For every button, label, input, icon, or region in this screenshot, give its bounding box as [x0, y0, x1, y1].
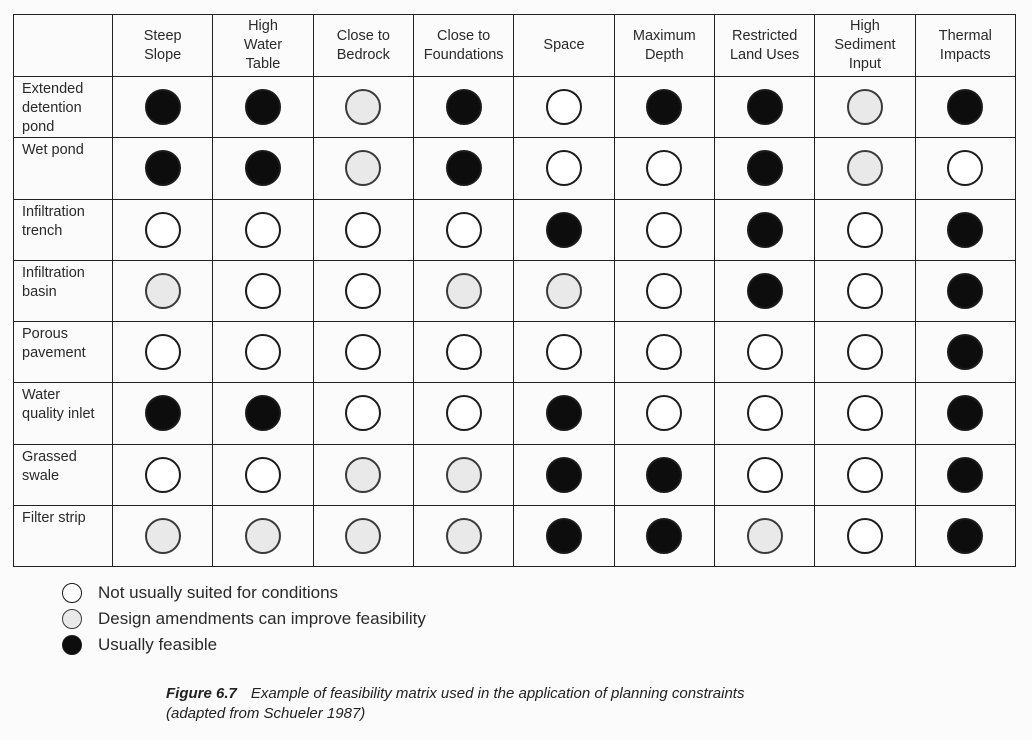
empty-circle-icon: [145, 334, 181, 370]
matrix-cell: [113, 260, 213, 321]
row-header: Infiltration trench: [14, 199, 113, 260]
empty-circle-icon: [646, 395, 682, 431]
matrix-cell: [113, 322, 213, 383]
matrix-cell: [213, 444, 313, 505]
empty-circle-icon: [847, 212, 883, 248]
filled-circle-icon: [546, 457, 582, 493]
filled-circle-icon: [747, 150, 783, 186]
filled-circle-icon: [546, 395, 582, 431]
column-header: High Water Table: [213, 15, 313, 77]
matrix-cell: [413, 77, 513, 138]
matrix-cell: [915, 444, 1015, 505]
shaded-circle-icon: [345, 89, 381, 125]
matrix-cell: [514, 199, 614, 260]
table-row: [14, 505, 1016, 566]
matrix-cell: [915, 199, 1015, 260]
row-header: Porous pavement: [14, 322, 113, 383]
matrix-cell: [413, 138, 513, 199]
empty-circle-icon: [145, 212, 181, 248]
column-header: Steep Slope: [113, 15, 213, 77]
matrix-cell: [313, 322, 413, 383]
empty-circle-icon: [145, 457, 181, 493]
matrix-cell: [815, 77, 915, 138]
legend-item-not: [62, 580, 426, 606]
column-header: Close to Foundations: [413, 15, 513, 77]
filled-circle-icon: [646, 518, 682, 554]
matrix-cell: [313, 199, 413, 260]
matrix-cell: [413, 322, 513, 383]
row-header: Grassed swale: [14, 444, 113, 505]
matrix-cell: [815, 199, 915, 260]
matrix-cell: [815, 138, 915, 199]
legend-label: Usually feasible: [98, 635, 218, 654]
matrix-cell: [213, 505, 313, 566]
empty-circle-icon: [747, 457, 783, 493]
row-header: Wet pond: [14, 138, 113, 199]
matrix-cell: [714, 260, 814, 321]
column-header: Restricted Land Uses: [714, 15, 814, 77]
filled-circle-icon: [145, 150, 181, 186]
legend-label: Not usually suited for conditions: [98, 583, 339, 602]
empty-circle-icon: [546, 334, 582, 370]
matrix-cell: [915, 383, 1015, 444]
caption-line-1: [166, 684, 744, 704]
matrix-cell: [313, 77, 413, 138]
filled-circle-icon: [947, 212, 983, 248]
empty-circle-icon: [747, 334, 783, 370]
matrix-cell: [213, 260, 313, 321]
matrix-cell: [614, 199, 714, 260]
legend-item-feasible: [62, 632, 426, 658]
matrix-cell: [313, 260, 413, 321]
matrix-cell: [614, 383, 714, 444]
filled-circle-icon: [446, 89, 482, 125]
filled-circle-icon: [747, 212, 783, 248]
filled-circle-icon: [546, 212, 582, 248]
matrix-cell: [514, 77, 614, 138]
empty-circle-icon: [847, 395, 883, 431]
caption-text: Example of feasibility matrix used in the application of planning constraints: [250, 685, 745, 702]
table-row: [14, 77, 1016, 138]
shaded-circle-icon: [345, 518, 381, 554]
empty-circle-icon: [345, 395, 381, 431]
filled-circle-icon: [947, 457, 983, 493]
filled-circle-icon: [947, 518, 983, 554]
table-row: [14, 444, 1016, 505]
matrix-cell: [815, 260, 915, 321]
matrix-cell: [714, 199, 814, 260]
table-row: [14, 199, 1016, 260]
table-row: [14, 322, 1016, 383]
shaded-circle-icon: [145, 273, 181, 309]
table-row: [14, 138, 1016, 199]
matrix-cell: [714, 505, 814, 566]
matrix-cell: [213, 138, 313, 199]
filled-circle-icon: [646, 457, 682, 493]
empty-circle-icon: [446, 334, 482, 370]
empty-circle-icon: [446, 395, 482, 431]
figure-caption: [166, 684, 744, 724]
matrix-cell: [915, 322, 1015, 383]
shaded-circle-icon: [546, 273, 582, 309]
matrix-cell: [514, 444, 614, 505]
matrix-cell: [614, 138, 714, 199]
legend-item-amend: [62, 606, 426, 632]
shaded-circle-icon: [747, 518, 783, 554]
matrix-cell: [815, 322, 915, 383]
matrix-cell: [614, 505, 714, 566]
empty-circle-icon: [847, 457, 883, 493]
column-header: Thermal Impacts: [915, 15, 1015, 77]
matrix-cell: [714, 444, 814, 505]
empty-circle-icon: [245, 457, 281, 493]
caption-line-2: (adapted from Schueler 1987): [166, 705, 366, 722]
matrix-cell: [915, 505, 1015, 566]
empty-circle-icon: [245, 212, 281, 248]
empty-circle-icon: [245, 334, 281, 370]
matrix-cell: [113, 138, 213, 199]
matrix-cell: [313, 138, 413, 199]
matrix-cell: [113, 77, 213, 138]
shaded-circle-icon: [446, 518, 482, 554]
empty-circle-icon: [847, 518, 883, 554]
empty-circle-icon: [62, 583, 82, 603]
header-row: [14, 15, 1016, 77]
matrix-cell: [413, 260, 513, 321]
matrix-cell: [313, 505, 413, 566]
matrix-cell: [113, 383, 213, 444]
filled-circle-icon: [747, 273, 783, 309]
corner-cell: [14, 15, 113, 77]
matrix-cell: [113, 199, 213, 260]
empty-circle-icon: [847, 273, 883, 309]
empty-circle-icon: [747, 395, 783, 431]
matrix-cell: [113, 505, 213, 566]
shaded-circle-icon: [446, 457, 482, 493]
shaded-circle-icon: [446, 273, 482, 309]
matrix-cell: [614, 444, 714, 505]
empty-circle-icon: [345, 334, 381, 370]
matrix-cell: [213, 199, 313, 260]
matrix-cell: [614, 322, 714, 383]
matrix-cell: [213, 322, 313, 383]
matrix-cell: [915, 138, 1015, 199]
legend-label: Design amendments can improve feasibility: [98, 609, 426, 628]
matrix-cell: [714, 383, 814, 444]
filled-circle-icon: [145, 395, 181, 431]
filled-circle-icon: [646, 89, 682, 125]
empty-circle-icon: [646, 150, 682, 186]
empty-circle-icon: [646, 273, 682, 309]
matrix-cell: [714, 77, 814, 138]
filled-circle-icon: [245, 89, 281, 125]
shaded-circle-icon: [145, 518, 181, 554]
matrix-cell: [413, 199, 513, 260]
filled-circle-icon: [546, 518, 582, 554]
matrix-cell: [313, 444, 413, 505]
filled-circle-icon: [245, 150, 281, 186]
matrix-cell: [815, 383, 915, 444]
empty-circle-icon: [646, 212, 682, 248]
matrix-cell: [413, 444, 513, 505]
empty-circle-icon: [446, 212, 482, 248]
empty-circle-icon: [345, 212, 381, 248]
filled-circle-icon: [947, 273, 983, 309]
column-header: Space: [514, 15, 614, 77]
legend: [62, 580, 426, 658]
matrix-cell: [514, 383, 614, 444]
filled-circle-icon: [446, 150, 482, 186]
figure-label: Figure 6.7: [166, 685, 237, 702]
matrix-cell: [514, 260, 614, 321]
column-header: Maximum Depth: [614, 15, 714, 77]
empty-circle-icon: [646, 334, 682, 370]
empty-circle-icon: [546, 89, 582, 125]
matrix-cell: [113, 444, 213, 505]
matrix-cell: [815, 505, 915, 566]
matrix-cell: [213, 77, 313, 138]
shaded-circle-icon: [847, 89, 883, 125]
matrix-body: [14, 77, 1016, 567]
empty-circle-icon: [546, 150, 582, 186]
empty-circle-icon: [947, 150, 983, 186]
matrix-cell: [714, 322, 814, 383]
matrix-cell: [815, 444, 915, 505]
matrix-cell: [915, 77, 1015, 138]
matrix-cell: [714, 138, 814, 199]
row-header: Filter strip: [14, 505, 113, 566]
empty-circle-icon: [345, 273, 381, 309]
filled-circle-icon: [947, 395, 983, 431]
matrix-cell: [915, 260, 1015, 321]
column-header: High Sediment Input: [815, 15, 915, 77]
shaded-circle-icon: [245, 518, 281, 554]
filled-circle-icon: [947, 89, 983, 125]
shaded-circle-icon: [345, 457, 381, 493]
filled-circle-icon: [747, 89, 783, 125]
table-row: [14, 260, 1016, 321]
shaded-circle-icon: [847, 150, 883, 186]
empty-circle-icon: [245, 273, 281, 309]
row-header: Extended detention pond: [14, 77, 113, 138]
filled-circle-icon: [947, 334, 983, 370]
matrix-cell: [514, 322, 614, 383]
matrix-cell: [313, 383, 413, 444]
row-header: Infiltration basin: [14, 260, 113, 321]
table-row: [14, 383, 1016, 444]
filled-circle-icon: [62, 635, 82, 655]
empty-circle-icon: [847, 334, 883, 370]
feasibility-matrix: [13, 14, 1016, 567]
matrix-cell: [413, 505, 513, 566]
shaded-circle-icon: [345, 150, 381, 186]
row-header: Water quality inlet: [14, 383, 113, 444]
filled-circle-icon: [145, 89, 181, 125]
shaded-circle-icon: [62, 609, 82, 629]
matrix-cell: [213, 383, 313, 444]
column-header: Close to Bedrock: [313, 15, 413, 77]
matrix-cell: [614, 260, 714, 321]
matrix-cell: [514, 505, 614, 566]
matrix-cell: [614, 77, 714, 138]
matrix-cell: [413, 383, 513, 444]
matrix-cell: [514, 138, 614, 199]
filled-circle-icon: [245, 395, 281, 431]
